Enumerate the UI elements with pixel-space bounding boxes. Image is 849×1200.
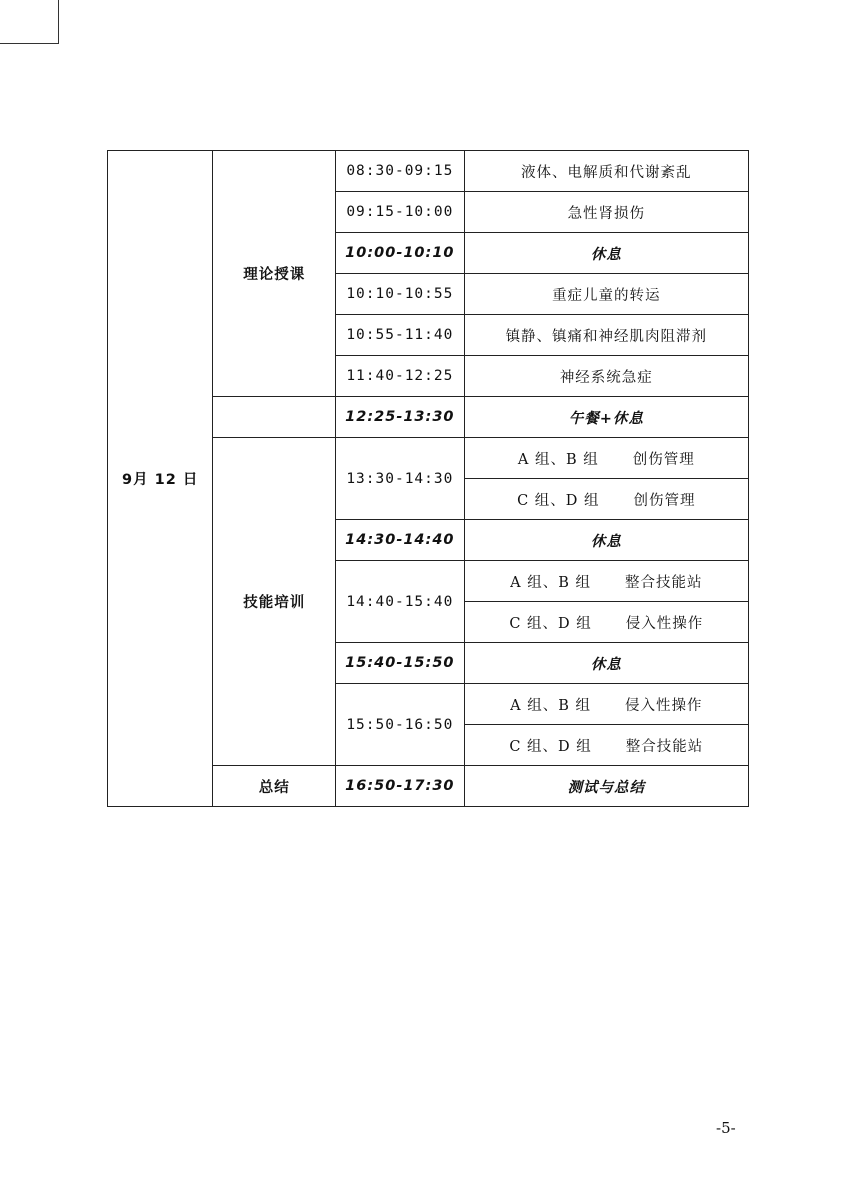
topic-cell: 液体、电解质和代谢紊乱 bbox=[464, 151, 748, 192]
break-topic-cell: 休息 bbox=[464, 520, 748, 561]
station-label: 侵入性操作 bbox=[625, 615, 704, 632]
page-number: -5- bbox=[716, 1119, 736, 1137]
time-cell: 09:15-10:00 bbox=[336, 192, 465, 233]
group-label: A 组、B 组 bbox=[510, 574, 591, 591]
section-summary: 总结 bbox=[213, 766, 336, 807]
group-label: C 组、D 组 bbox=[517, 492, 600, 509]
schedule-table bbox=[107, 150, 749, 807]
time-cell: 15:50-16:50 bbox=[336, 684, 465, 766]
time-cell: 08:30-09:15 bbox=[336, 151, 465, 192]
station-label: 创伤管理 bbox=[633, 492, 696, 509]
table-row bbox=[108, 151, 749, 192]
break-topic-cell: 休息 bbox=[464, 233, 748, 274]
station-label: 侵入性操作 bbox=[625, 697, 703, 714]
date-cell: 9月 12 日 bbox=[108, 151, 213, 807]
time-cell: 10:55-11:40 bbox=[336, 315, 465, 356]
time-cell: 10:10-10:55 bbox=[336, 274, 465, 315]
topic-cell: 重症儿童的转运 bbox=[464, 274, 748, 315]
group-label: C 组、D 组 bbox=[509, 738, 592, 755]
group-label: A 组、B 组 bbox=[510, 697, 591, 714]
station-label: 创伤管理 bbox=[632, 451, 695, 468]
section-theory: 理论授课 bbox=[213, 151, 336, 397]
break-time-cell: 15:40-15:50 bbox=[336, 643, 465, 684]
group-station-cell bbox=[464, 602, 748, 643]
group-station-cell bbox=[464, 561, 748, 602]
time-cell: 13:30-14:30 bbox=[336, 438, 465, 520]
break-time-cell: 10:00-10:10 bbox=[336, 233, 465, 274]
group-label: A 组、B 组 bbox=[517, 451, 599, 468]
time-cell: 14:40-15:40 bbox=[336, 561, 465, 643]
group-station-cell bbox=[464, 438, 748, 479]
group-label: C 组、D 组 bbox=[509, 615, 592, 632]
group-station-cell bbox=[464, 725, 748, 766]
lunch-topic-cell: 午餐+休息 bbox=[464, 397, 748, 438]
corner-box bbox=[0, 0, 59, 44]
topic-cell: 神经系统急症 bbox=[464, 356, 748, 397]
break-topic-cell: 休息 bbox=[464, 643, 748, 684]
summary-time-cell: 16:50-17:30 bbox=[336, 766, 465, 807]
station-label: 整合技能站 bbox=[625, 738, 704, 755]
summary-topic-cell: 测试与总结 bbox=[464, 766, 748, 807]
section-skills: 技能培训 bbox=[213, 438, 336, 766]
topic-cell: 急性肾损伤 bbox=[464, 192, 748, 233]
empty-section-cell bbox=[213, 397, 336, 438]
topic-cell: 镇静、镇痛和神经肌肉阻滞剂 bbox=[464, 315, 748, 356]
station-label: 整合技能站 bbox=[625, 574, 703, 591]
group-station-cell bbox=[464, 479, 748, 520]
group-station-cell bbox=[464, 684, 748, 725]
lunch-time-cell: 12:25-13:30 bbox=[336, 397, 465, 438]
time-cell: 11:40-12:25 bbox=[336, 356, 465, 397]
break-time-cell: 14:30-14:40 bbox=[336, 520, 465, 561]
